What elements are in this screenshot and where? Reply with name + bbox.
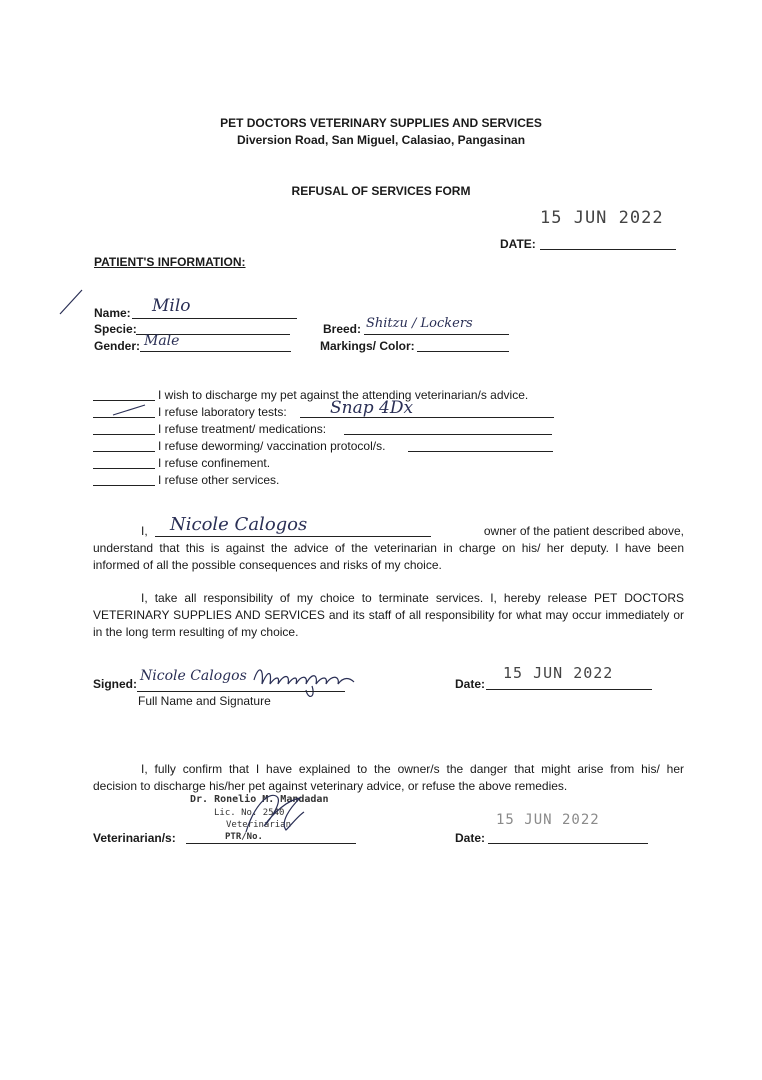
release-line2: VETERINARY SUPPLIES AND SERVICES and its staff of all responsibility for what may occur immediately or <box>93 608 684 622</box>
signed-caption: Full Name and Signature <box>138 694 271 708</box>
option-2-text: I refuse laboratory tests: <box>158 405 287 419</box>
signed-date-line[interactable] <box>486 689 652 690</box>
date-line[interactable] <box>540 249 676 250</box>
check-mark-icon <box>58 288 84 316</box>
option-3-text: I refuse treatment/ medications: <box>158 422 327 436</box>
owner-line1-end: owner of the patient described above, <box>483 524 684 538</box>
markings-field[interactable] <box>417 351 509 352</box>
gender-label: Gender: <box>94 339 141 353</box>
gender-value: Male <box>144 333 180 349</box>
date-stamp-top: 15 JUN 2022 <box>540 208 664 228</box>
owner-prefix: I, <box>141 524 148 538</box>
breed-field[interactable] <box>364 334 509 335</box>
vet-date-line[interactable] <box>488 843 648 844</box>
option-6-blank[interactable] <box>93 485 155 486</box>
gender-field[interactable] <box>140 351 291 352</box>
owner-name-field[interactable] <box>155 536 431 537</box>
option-2-field[interactable] <box>300 417 554 418</box>
owner-line3: informed of all the possible consequences and risks of my choice. <box>93 558 442 572</box>
vet-line1: I, fully confirm that I have explained to the owner/s the danger that might arise from his/ her <box>141 762 684 776</box>
form-title: REFUSAL OF SERVICES FORM <box>291 184 471 198</box>
option-2-blank[interactable] <box>93 417 155 418</box>
signed-label: Signed: <box>93 677 137 691</box>
vet-signature-icon <box>240 786 310 842</box>
release-line1: I, take all responsibility of my choice to terminate services. I, hereby release PET DOCTORS <box>141 591 684 605</box>
vet-date-label: Date: <box>455 831 486 845</box>
vet-stamp-title: Veterinarian <box>226 820 292 830</box>
name-label: Name: <box>94 306 131 320</box>
breed-label: Breed: <box>323 322 362 336</box>
specie-label: Specie: <box>94 322 137 336</box>
signed-date-stamp: 15 JUN 2022 <box>503 664 614 682</box>
vet-label: Veterinarian/s: <box>93 831 176 845</box>
company-name: PET DOCTORS VETERINARY SUPPLIES AND SERVICES <box>220 116 542 130</box>
owner-line2: understand that this is against the advice of the veterinarian in charge on his/ her deputy. I have been <box>93 541 684 555</box>
option-6-text: I refuse other services. <box>158 473 280 487</box>
option-5-text: I refuse confinement. <box>158 456 271 470</box>
markings-label: Markings/ Color: <box>320 339 415 353</box>
option-5-blank[interactable] <box>93 468 155 469</box>
owner-name: Nicole Calogos <box>170 514 308 535</box>
signed-date-label: Date: <box>455 677 486 691</box>
option-3-blank[interactable] <box>93 434 155 435</box>
option-3-field[interactable] <box>344 434 552 435</box>
signed-line[interactable] <box>137 691 345 692</box>
option-4-blank[interactable] <box>93 451 155 452</box>
option-2-value: Snap 4Dx <box>330 398 414 418</box>
patient-section-title: PATIENT'S INFORMATION: <box>94 255 246 269</box>
option-2-mark-icon <box>112 404 146 416</box>
vet-date-stamp: 15 JUN 2022 <box>496 812 600 828</box>
date-label: DATE: <box>500 237 536 251</box>
vet-line[interactable] <box>186 843 356 844</box>
name-field[interactable] <box>132 318 297 319</box>
release-line3: in the long term resulting of my choice. <box>93 625 299 639</box>
option-1-blank[interactable] <box>93 400 155 401</box>
breed-value: Shitzu / Lockers <box>366 316 473 331</box>
vet-stamp-name: Dr. Ronelio M. Mandadan <box>190 794 329 805</box>
vet-stamp-ptr: PTR/No. <box>225 832 263 842</box>
option-4-text: I refuse deworming/ vaccination protocol/s. <box>158 439 386 453</box>
name-value: Milo <box>152 296 191 316</box>
signed-name: Nicole Calogos <box>140 668 247 684</box>
company-address: Diversion Road, San Miguel, Calasiao, Pangasinan <box>236 133 526 147</box>
option-1-text: I wish to discharge my pet against the attending veterinarian/s advice. <box>158 388 529 402</box>
vet-stamp-lic: Lic. No. 2540 <box>214 808 285 818</box>
option-4-field[interactable] <box>408 451 553 452</box>
vet-line2: decision to discharge his/her pet against veterinary advice, or refuse the above remedies. <box>93 779 568 793</box>
